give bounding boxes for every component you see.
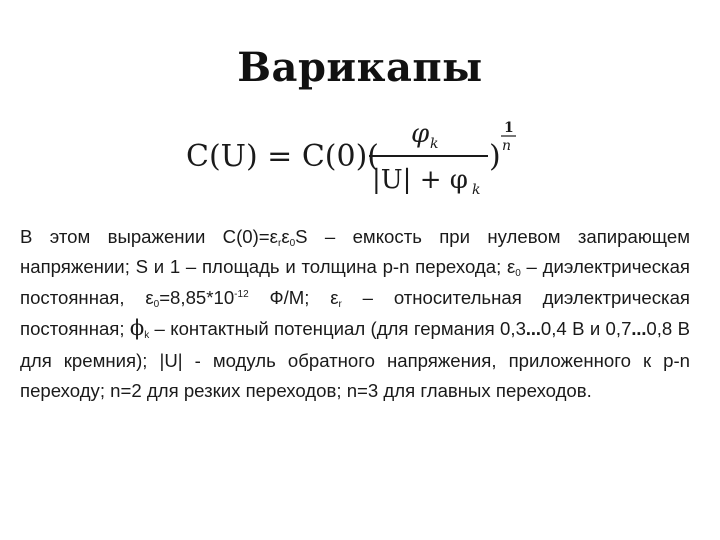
formula-graphic bbox=[186, 112, 546, 200]
phi-symbol: ϕ bbox=[129, 316, 145, 341]
ellipsis: … bbox=[525, 321, 541, 340]
slide-title: Варикапы bbox=[237, 44, 483, 91]
text-run: Ф/М; ε bbox=[248, 286, 339, 308]
text-run: 0,8 В для кремния); |U| - модуль обратного напряжения, приложенного к p-n переходу; n=2 для резких переходов; n=3 для главных переходов. bbox=[20, 318, 690, 402]
formula-close-paren: ) bbox=[489, 139, 501, 174]
text-run: – относительная диэлектрическая постоянная; bbox=[20, 286, 690, 340]
subscript: 0 bbox=[153, 298, 160, 310]
ellipsis: … bbox=[631, 321, 647, 340]
subscript: 0 bbox=[289, 238, 296, 249]
text-run: 0,4 В и 0,7 bbox=[540, 318, 632, 340]
capacitance-formula bbox=[186, 112, 546, 200]
formula-lhs: C(U) = C(0)( bbox=[186, 139, 380, 174]
exponent-numerator: 1 bbox=[504, 120, 514, 136]
formula-denominator-sub: k bbox=[472, 182, 481, 198]
exponent-denominator: n bbox=[502, 138, 512, 154]
subscript: 0 bbox=[515, 268, 521, 280]
subscript: k bbox=[144, 330, 150, 342]
text-run: S – емкость при нулевом запирающем напряжении; S и 1 – площадь и толщина p-n перехода; ε bbox=[20, 226, 690, 278]
superscript: -12 bbox=[234, 288, 249, 300]
subscript: r bbox=[277, 238, 282, 249]
text-run: – контактный потенциал (для германия 0,3 bbox=[149, 318, 526, 340]
subscript: r bbox=[338, 298, 342, 310]
text-run: =8,85*10 bbox=[159, 286, 235, 308]
text-run: – диэлектрическая постоянная, ε bbox=[20, 256, 690, 308]
formula-numerator: φ bbox=[411, 119, 430, 149]
formula-denominator: |U| + φ bbox=[372, 165, 468, 195]
text-run: В этом выражении С(0)=ε bbox=[20, 226, 278, 247]
description-paragraph bbox=[20, 222, 690, 406]
formula-numerator-sub: k bbox=[430, 136, 439, 152]
text-run: ε bbox=[281, 226, 290, 247]
